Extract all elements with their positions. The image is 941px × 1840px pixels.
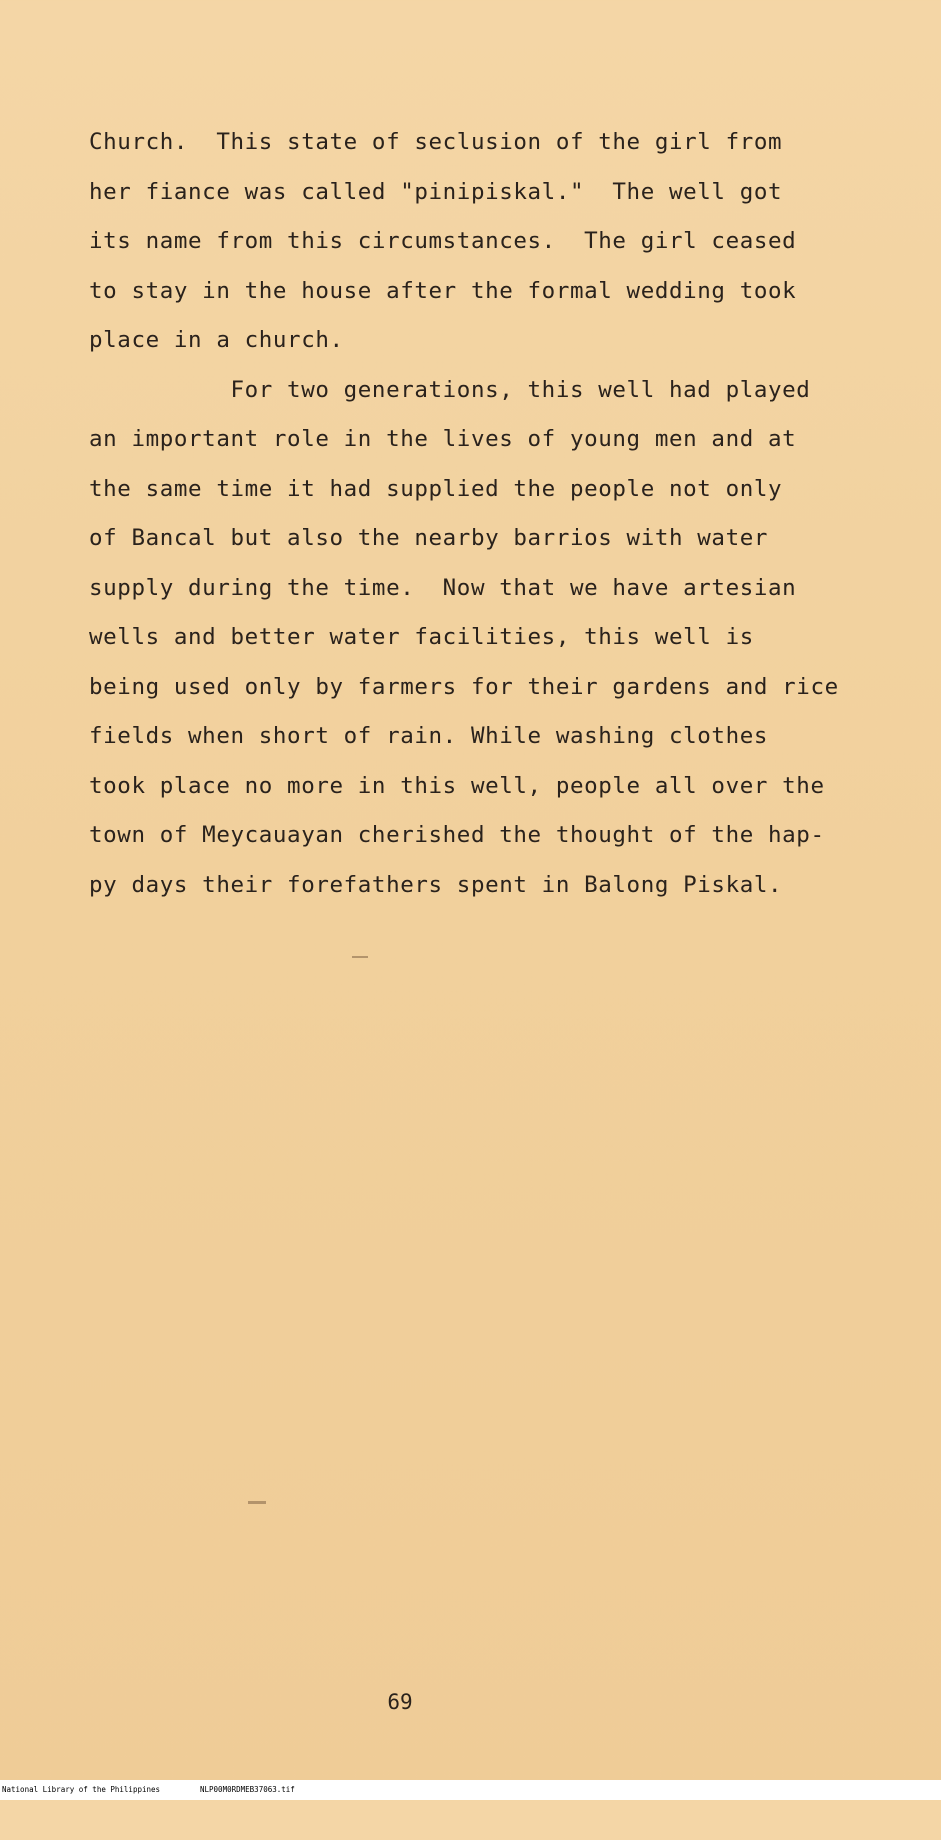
text-line: being used only by farmers for their gardens and rice [89, 673, 839, 700]
text-line: wells and better water facilities, this well is [89, 624, 754, 650]
paper-mark [352, 956, 368, 958]
text-line: took place no more in this well, people all over the [89, 772, 825, 799]
file-name: NLP00M0RDMEB37063.tif [200, 1785, 295, 1794]
text-line: py days their forefathers spent in Balong Piskal. [89, 871, 783, 898]
typed-text-body [89, 118, 889, 910]
text-line: her fiance was called "pinipiskal." The well got [89, 178, 783, 205]
library-label: National Library of the Philippines [2, 1785, 161, 1794]
text-line: town of Meycauayan cherished the thought of the hap- [89, 822, 825, 848]
text-line: an important role in the lives of young men and at [89, 426, 797, 452]
scan-footer [0, 1780, 941, 1800]
text-line: of Bancal but also the nearby barrios with water [89, 525, 769, 551]
text-line: the same time it had supplied the people not only [89, 475, 783, 502]
text-line: Church. This state of seclusion of the girl from [89, 129, 783, 155]
text-line: For two generations, this well had played [89, 376, 811, 403]
text-line: to stay in the house after the formal wedding took [89, 277, 797, 304]
text-line: supply during the time. Now that we have artesian [89, 574, 797, 601]
text-line: place in a church. [89, 327, 344, 353]
page-number: 69 [387, 1690, 413, 1714]
paper-mark [248, 1501, 266, 1504]
text-line: fields when short of rain. While washing clothes [89, 723, 769, 749]
text-line: its name from this circumstances. The girl ceased [89, 228, 797, 254]
